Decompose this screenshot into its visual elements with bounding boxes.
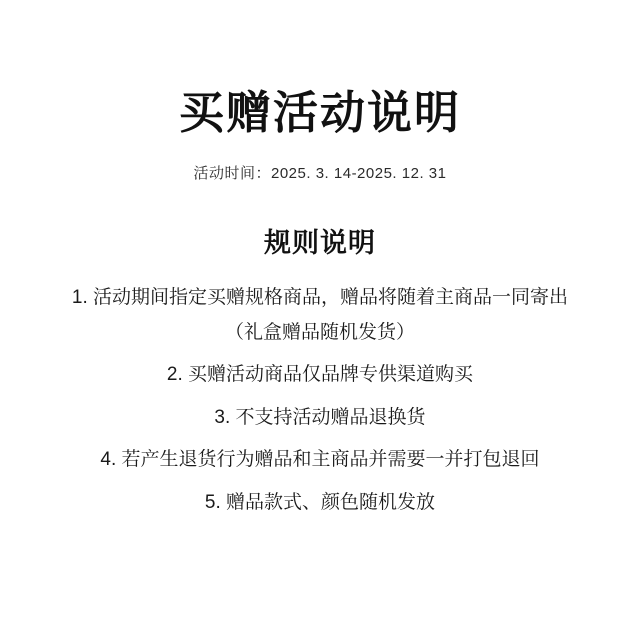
list-item: 4. 若产生退货行为赠品和主商品并需要一并打包退回 (100, 449, 540, 470)
activity-period: 活动时间：2025. 3. 14-2025. 12. 31 (193, 165, 447, 182)
list-item: 3. 不支持活动赠品退换货 (214, 406, 426, 428)
list-item: 2. 买赠活动商品仅品牌专供渠道购买 (166, 364, 474, 385)
rules-list (26, 284, 614, 531)
list-item: 1. 活动期间指定买赠规格商品，赠品将随着主商品一同寄出 (71, 287, 569, 308)
page-title: 买赠活动说明 (178, 87, 461, 138)
list-item: 5. 赠品款式、颜色随机发放 (204, 491, 436, 513)
section-title-rules: 规则说明 (264, 228, 376, 258)
list-item: （礼盒赠品随机发货） (224, 321, 415, 343)
